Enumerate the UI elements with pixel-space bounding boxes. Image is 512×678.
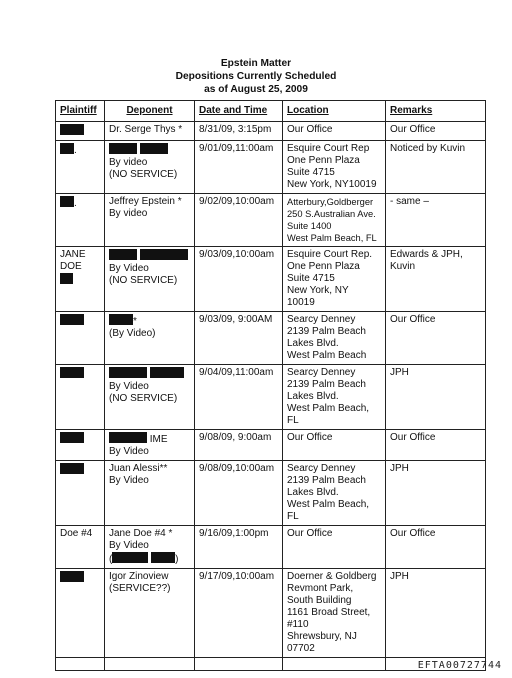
doc-date: as of August 25, 2009 bbox=[204, 84, 308, 95]
location-cell bbox=[283, 461, 386, 526]
remarks-line: JPH bbox=[390, 571, 409, 582]
location-line: Lakes Blvd. bbox=[287, 391, 339, 402]
deponent-line: (NO SERVICE) bbox=[109, 393, 178, 404]
location-line: West Palm Beach, bbox=[287, 403, 370, 414]
deponent-line: By video bbox=[109, 208, 148, 219]
redaction bbox=[151, 552, 175, 563]
plaintiff-cell bbox=[56, 141, 105, 194]
location-cell bbox=[283, 430, 386, 461]
redaction bbox=[60, 196, 74, 207]
deponent-cell bbox=[105, 122, 195, 141]
plaintiff-cell bbox=[56, 312, 105, 365]
redaction bbox=[140, 143, 168, 154]
location-line: One Penn Plaza bbox=[287, 261, 360, 272]
redaction bbox=[112, 552, 148, 563]
location-line: Revmont Park, bbox=[287, 583, 354, 594]
plaintiff-cell bbox=[56, 247, 105, 312]
table-row bbox=[56, 122, 486, 141]
location-line: Our Office bbox=[287, 432, 333, 443]
location-line: FL bbox=[287, 415, 299, 426]
col-location: Location bbox=[283, 101, 386, 122]
deponent-redacted-line bbox=[109, 314, 190, 328]
plaintiff-cell bbox=[56, 569, 105, 658]
paren-open: ( bbox=[109, 554, 113, 565]
location-line: 2139 Palm Beach bbox=[287, 475, 366, 486]
location-line: Suite 4715 bbox=[287, 273, 335, 284]
plaintiff-text: . bbox=[74, 198, 77, 209]
location-line: Atterbury,Goldberger bbox=[287, 197, 374, 207]
redaction bbox=[60, 273, 73, 284]
deponent-line: Juan Alessi** bbox=[109, 463, 168, 474]
location-line: 2139 Palm Beach bbox=[287, 379, 366, 390]
deponent-star: * bbox=[133, 316, 137, 327]
deponent-line: By video bbox=[109, 157, 148, 168]
deponent-ime: IME bbox=[149, 434, 168, 445]
redaction bbox=[60, 124, 84, 135]
deponent-line: Dr. Serge Thys * bbox=[109, 124, 183, 135]
date-cell: 9/08/09,10:00am bbox=[195, 461, 283, 526]
location-cell bbox=[283, 365, 386, 430]
redaction bbox=[109, 432, 147, 443]
remarks-line: Our Office bbox=[390, 314, 436, 325]
location-line: West Palm Beach bbox=[287, 350, 367, 361]
redaction bbox=[150, 367, 184, 378]
redaction bbox=[60, 143, 74, 154]
header-row bbox=[56, 101, 486, 122]
table-row bbox=[56, 312, 486, 365]
deponent-cell bbox=[105, 430, 195, 461]
bates-number: EFTA00727744 bbox=[417, 660, 502, 671]
table-row bbox=[56, 430, 486, 461]
location-line: Suite 1400 bbox=[287, 221, 332, 231]
table-row bbox=[56, 247, 486, 312]
location-line: #110 bbox=[287, 619, 309, 630]
location-line: Esquire Court Rep. bbox=[287, 249, 373, 260]
empty-cell bbox=[195, 658, 283, 671]
redaction bbox=[60, 314, 84, 325]
plaintiff-text: . bbox=[74, 145, 77, 156]
remarks-line: Our Office bbox=[390, 432, 436, 443]
date-cell: 9/08/09, 9:00am bbox=[195, 430, 283, 461]
location-line: 2139 Palm Beach bbox=[287, 326, 366, 337]
location-line: Our Office bbox=[287, 124, 333, 135]
location-line: 1161 Broad Street, bbox=[287, 607, 371, 618]
date-cell: 9/16/09,1:00pm bbox=[195, 526, 283, 569]
plaintiff-cell bbox=[56, 430, 105, 461]
location-line: Searcy Denney bbox=[287, 314, 356, 325]
date-cell: 9/17/09,10:00am bbox=[195, 569, 283, 658]
col-date-time: Date and Time bbox=[195, 101, 283, 122]
col-plaintiff: Plaintiff bbox=[56, 101, 105, 122]
deponent-redacted-line bbox=[109, 143, 190, 157]
deponent-redacted-line bbox=[109, 249, 190, 263]
col-deponent: Deponent bbox=[105, 101, 195, 122]
location-line: Doerner & Goldberg bbox=[287, 571, 377, 582]
location-cell bbox=[283, 194, 386, 247]
table-row bbox=[56, 194, 486, 247]
deponent-cell bbox=[105, 461, 195, 526]
deponent-cell bbox=[105, 194, 195, 247]
plaintiff-cell bbox=[56, 461, 105, 526]
remarks-cell bbox=[386, 312, 486, 365]
remarks-line: Our Office bbox=[390, 124, 436, 135]
deponent-line: By Video bbox=[109, 446, 149, 457]
location-line: Lakes Blvd. bbox=[287, 487, 339, 498]
col-remarks: Remarks bbox=[386, 101, 486, 122]
paren-close: ) bbox=[175, 554, 179, 565]
doc-title: Epstein Matter bbox=[220, 58, 292, 69]
redaction bbox=[60, 432, 84, 443]
table-row bbox=[56, 526, 486, 569]
location-line: FL bbox=[287, 511, 299, 522]
deponent-line: By Video bbox=[109, 540, 149, 551]
remarks-line: Our Office bbox=[390, 528, 436, 539]
remarks-cell bbox=[386, 365, 486, 430]
location-line: Our Office bbox=[287, 528, 333, 539]
remarks-cell bbox=[386, 247, 486, 312]
empty-cell bbox=[283, 658, 386, 671]
deponent-line: (SERVICE??) bbox=[109, 583, 171, 594]
deponent-line: (NO SERVICE) bbox=[109, 275, 178, 286]
deponent-cell bbox=[105, 141, 195, 194]
deponent-cell bbox=[105, 526, 195, 569]
empty-cell bbox=[105, 658, 195, 671]
deponent-cell bbox=[105, 365, 195, 430]
location-cell bbox=[283, 141, 386, 194]
remarks-line: JPH bbox=[390, 463, 409, 474]
deponent-cell bbox=[105, 569, 195, 658]
date-cell: 9/02/09,10:00am bbox=[195, 194, 283, 247]
plaintiff-cell bbox=[56, 365, 105, 430]
table-row bbox=[56, 141, 486, 194]
plaintiff-cell bbox=[56, 122, 105, 141]
deponent-line: By Video bbox=[109, 381, 149, 392]
remarks-line: Kuvin bbox=[390, 261, 416, 272]
redaction bbox=[60, 367, 84, 378]
location-line: South Building bbox=[287, 595, 352, 606]
location-line: Suite 4715 bbox=[287, 167, 335, 178]
remarks-cell bbox=[386, 122, 486, 141]
location-line: Lakes Blvd. bbox=[287, 338, 339, 349]
location-cell bbox=[283, 312, 386, 365]
remarks-line: JPH bbox=[390, 367, 409, 378]
location-line: New York, NY10019 bbox=[287, 179, 377, 190]
deponent-line: By Video bbox=[109, 263, 149, 274]
location-cell bbox=[283, 122, 386, 141]
deponent-line: By Video bbox=[109, 475, 149, 486]
location-line: 250 S.Australian Ave. bbox=[287, 209, 376, 219]
empty-cell bbox=[56, 658, 105, 671]
depositions-table bbox=[55, 100, 486, 671]
redaction bbox=[60, 463, 84, 474]
doc-subtitle: Depositions Currently Scheduled bbox=[175, 71, 337, 82]
date-cell: 9/03/09,10:00am bbox=[195, 247, 283, 312]
location-line: New York, NY bbox=[287, 285, 349, 296]
deponent-redacted-line bbox=[109, 432, 190, 446]
date-cell: 9/01/09,11:00am bbox=[195, 141, 283, 194]
deponent-line: Igor Zinoview bbox=[109, 571, 169, 582]
table-row bbox=[56, 365, 486, 430]
plaintiff-text: JANE bbox=[60, 249, 86, 260]
remarks-cell bbox=[386, 569, 486, 658]
deponent-line: (NO SERVICE) bbox=[109, 169, 178, 180]
redaction bbox=[109, 314, 133, 325]
redaction bbox=[109, 143, 137, 154]
table-row bbox=[56, 569, 486, 658]
deponent-cell bbox=[105, 312, 195, 365]
remarks-cell bbox=[386, 141, 486, 194]
location-line: Searcy Denney bbox=[287, 463, 356, 474]
date-cell: 8/31/09, 3:15pm bbox=[195, 122, 283, 141]
remarks-cell bbox=[386, 461, 486, 526]
location-line: West Palm Beach, bbox=[287, 499, 370, 510]
deponent-line: Jeffrey Epstein * bbox=[109, 196, 182, 207]
date-cell: 9/03/09, 9:00AM bbox=[195, 312, 283, 365]
deponent-redacted-line bbox=[109, 552, 190, 566]
redaction bbox=[109, 367, 147, 378]
plaintiff-cell bbox=[56, 194, 105, 247]
deponent-line: (By Video) bbox=[109, 328, 156, 339]
deponent-line: Jane Doe #4 * bbox=[109, 528, 173, 539]
redaction bbox=[109, 249, 137, 260]
location-cell bbox=[283, 247, 386, 312]
remarks-line: - same – bbox=[390, 196, 429, 207]
plaintiff-cell: Doe #4 bbox=[56, 526, 105, 569]
location-line: West Palm Beach, FL bbox=[287, 233, 377, 243]
location-line: Esquire Court Rep bbox=[287, 143, 370, 154]
location-cell bbox=[283, 526, 386, 569]
remarks-cell bbox=[386, 526, 486, 569]
table-row bbox=[56, 461, 486, 526]
location-line: One Penn Plaza bbox=[287, 155, 360, 166]
location-line: 07702 bbox=[287, 643, 315, 654]
location-line: Shrewsbury, NJ bbox=[287, 631, 357, 642]
deponent-redacted-line bbox=[109, 367, 190, 381]
redaction bbox=[140, 249, 188, 260]
remarks-line: Noticed by Kuvin bbox=[390, 143, 466, 154]
redaction bbox=[60, 571, 84, 582]
remarks-line: Edwards & JPH, bbox=[390, 249, 463, 260]
location-line: 10019 bbox=[287, 297, 315, 308]
remarks-cell bbox=[386, 430, 486, 461]
deponent-cell bbox=[105, 247, 195, 312]
location-cell bbox=[283, 569, 386, 658]
plaintiff-text: DOE bbox=[60, 261, 82, 272]
date-cell: 9/04/09,11:00am bbox=[195, 365, 283, 430]
location-line: Searcy Denney bbox=[287, 367, 356, 378]
remarks-cell bbox=[386, 194, 486, 247]
